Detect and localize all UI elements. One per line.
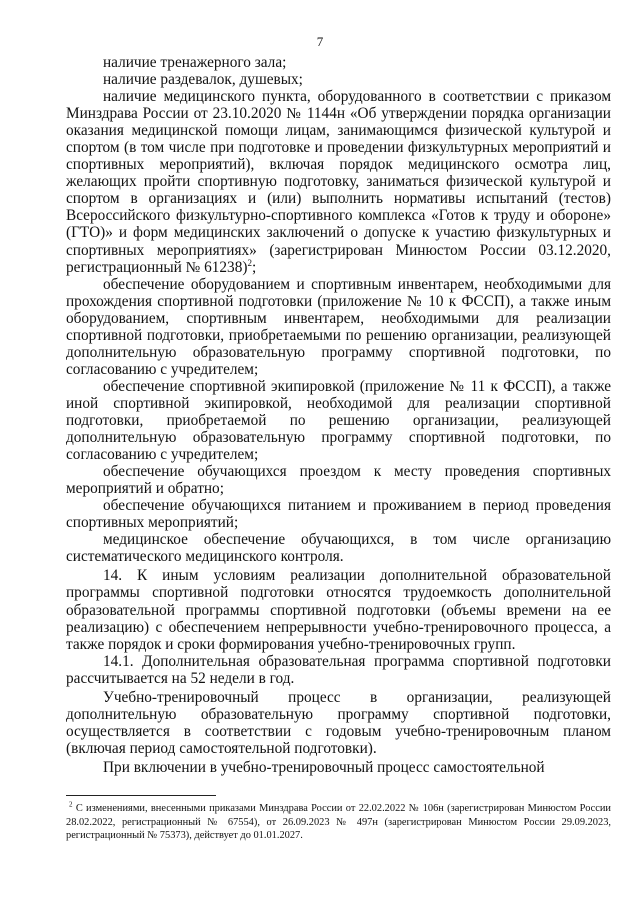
paragraph-locker-rooms: наличие раздевалок, душевых;	[103, 71, 303, 89]
paragraph-sports-gear: обеспечение спортивной экипировкой (приложение № 11 к ФССП), а также иной спортивной экипировкой, необходимой для реализации спортивной подготовки, приобретаемой по решению организации, реализующей дополнительную образовательную программу спортивной подготовки, по согласованию с учредителем;	[66, 377, 611, 464]
document-body	[66, 54, 611, 776]
paragraph-meals-lodging: обеспечение обучающихся питанием и проживанием в период проведения спортивных мероприятий;	[66, 497, 611, 532]
paragraph-medical-unit-end: ;	[251, 258, 257, 276]
paragraph-medical-unit	[66, 88, 611, 276]
footnote-text: С изменениями, внесенными приказами Минздрава России от 22.02.2022 № 106н (зарегистрирован Минюстом России 28.02.2022, регистрационный № 67554), от 26.09.2023 № 497н (зарегистрирован Минюстом России 29.09.2023, регистрационный № 75373), действует до 01.01.2027.	[66, 803, 611, 841]
paragraph-medical-unit-text: наличие медицинского пункта, оборудованного в соответствии с приказом Минздрава России от 23.10.2020 № 1144н «Об утверждении порядка организации оказания медицинской помощи лицам, занимающимся физической культурой и спортом (в том числе при подготовке и проведении физкультурных мероприятий и спортивных мероприятий), включая порядок медицинского осмотра лиц, желающих пройти спортивную подготовку, заниматься физической культурой и спортом в организациях и (или) выполнить нормативы испытаний (тестов) Всероссийского физкультурно-спортивного комплекса «Готов к труду и обороне» (ГТО)» и форм медицинских заключений о допуске к участию физкультурных и спортивных мероприятиях» (зарегистрирован Минюстом России 03.12.2020, регистрационный № 61238)	[66, 88, 611, 276]
paragraph-travel: обеспечение обучающихся проездом к месту проведения спортивных мероприятий и обратно;	[66, 463, 611, 498]
paragraph-gym: наличие тренажерного зала;	[103, 54, 287, 71]
paragraph-medical-support: медицинское обеспечение обучающихся, в том числе организацию систематического медицинского контроля.	[66, 531, 611, 566]
paragraph-section-14-1: 14.1. Дополнительная образовательная программа спортивной подготовки рассчитывается на 52 недели в год.	[66, 652, 611, 687]
footnote-reference: 2	[247, 257, 252, 268]
paragraph-independent-training: При включении в учебно-тренировочный процесс самостоятельной	[103, 758, 545, 776]
page-number: 7	[316, 34, 324, 49]
footnote	[66, 802, 611, 843]
paragraph-section-14: 14. К иным условиям реализации дополнительной образовательной программы спортивной подготовки относятся трудоемкость дополнительной образовательной программы спортивной подготовки (объемы времени на ее реализацию) с обеспечением непрерывности учебно-тренировочного процесса, а также порядок и сроки формирования учебно-тренировочных групп.	[66, 567, 611, 653]
paragraph-equipment: обеспечение оборудованием и спортивным инвентарем, необходимыми для прохождения спортивной подготовки (приложение № 10 к ФССП), а также иным оборудованием, спортивным инвентарем, необходимыми для реализации спортивной подготовки, приобретаемыми по решению организации, реализующей дополнительную образовательную программу спортивной подготовки, по согласованию с учредителем;	[66, 275, 611, 378]
paragraph-training-process: Учебно-тренировочный процесс в организации, реализующей дополнительную образовательную программу спортивной подготовки, осуществляется в соответствии с годовым учебно-тренировочным планом (включая период самостоятельной подготовки).	[66, 688, 611, 757]
footnote-separator	[66, 795, 216, 796]
footnote-marker: 2	[69, 800, 73, 809]
